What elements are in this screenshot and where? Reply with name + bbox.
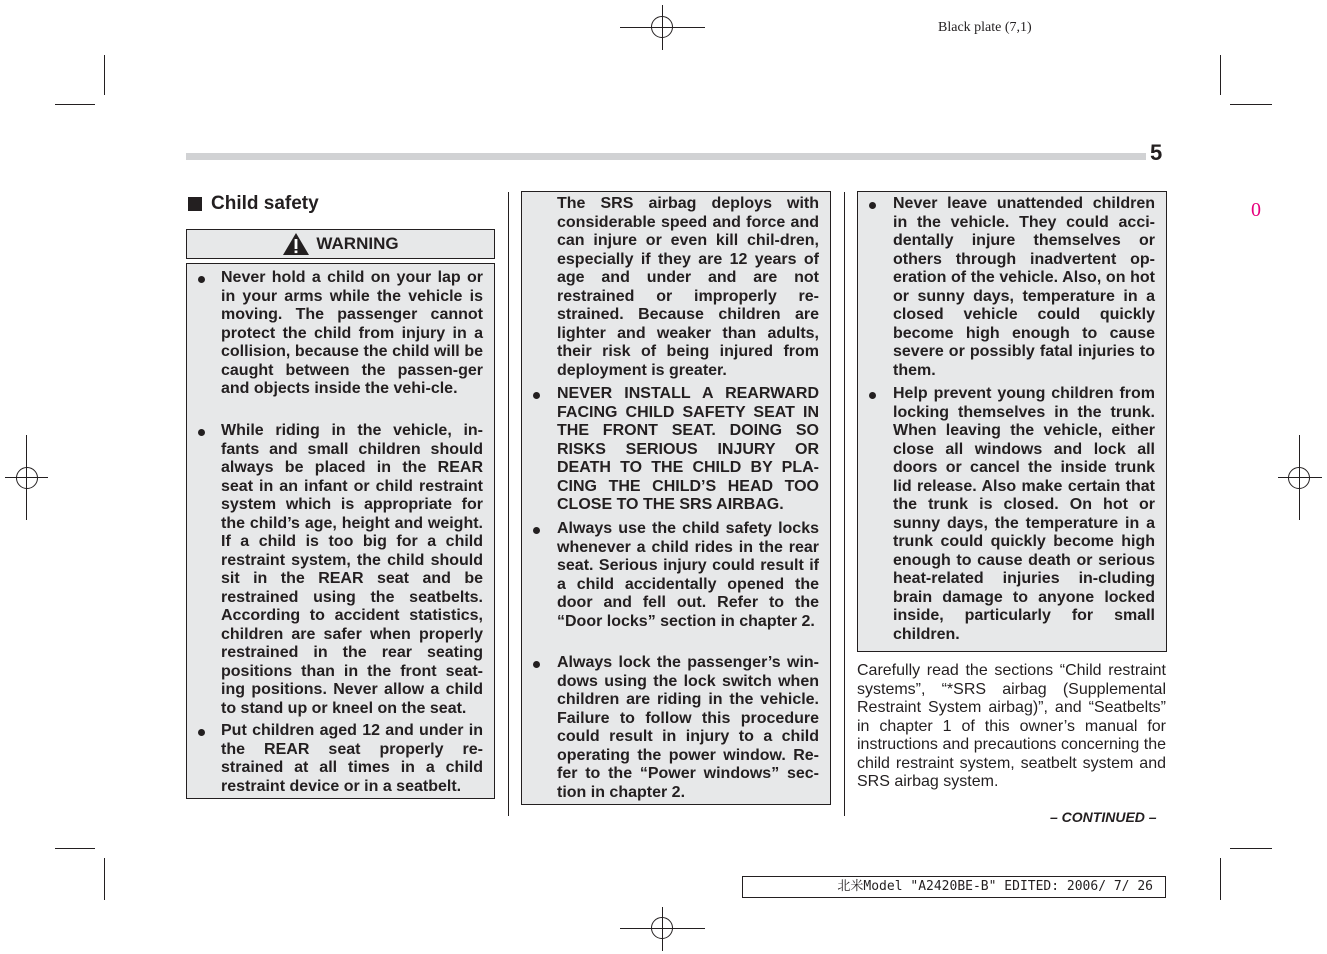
header-rule <box>186 153 1146 160</box>
warning-item: Put children aged 12 and under in the REAR seat properly re-strained at all times in a child restraint device or in a seatbelt. <box>221 722 483 795</box>
page-number: 5 <box>1150 140 1163 165</box>
continued-label: – CONTINUED – <box>1050 809 1157 825</box>
warning-item: NEVER INSTALL A REARWARD FACING CHILD SAFETY SEAT IN THE FRONT SEAT. DOING SO RISKS SERIOUS INJURY OR DEATH TO THE CHILD BY PLA-CING THE CHILD’S HEAD TOO CLOSE TO THE SRS AIRBAG. <box>557 385 819 513</box>
warning-header <box>186 229 495 259</box>
warning-continuation: The SRS airbag deploys with considerable speed and force and can injure or even kill chil-dren, especially if they are 12 years of age and under and are not restrained or improperly re-strained. Because children are lighter and weaker than adults, their risk of being injured from deployment is greater. <box>557 195 819 379</box>
column-divider <box>844 192 845 816</box>
bullet-icon <box>533 527 540 534</box>
side-marker: 0 <box>1251 199 1261 221</box>
column-divider <box>508 192 509 816</box>
warning-item: While riding in the vehicle, in-fants and small children should always be placed in the REAR seat in an infant or child restraint system which is appropriate for the child’s age, height and weight. If a child is too big for a child restraint system, the child should sit in the REAR seat and be restrained using the seatbelts. According to accident statistics, children are safer when properly restrained in the rear seating positions than in the front seat-ing positions. Never allow a child to stand up or kneel on the seat. <box>221 422 483 717</box>
bullet-icon <box>198 276 205 283</box>
section-title-text: Child safety <box>211 193 319 214</box>
warning-item: Never leave unattended children in the vehicle. They could acci-dentally injure themselves or others through inadvertent op-eration of the vehicle. Also, on hot or sunny days, temperature in a closed vehicle could quickly become high enough to cause severe or possibly fatal injuries to them. <box>893 195 1155 379</box>
warning-item: Always lock the passenger’s win-dows using the lock switch when children are riding in the vehicle. Failure to follow this procedure could result in injury to a child operating the power window. Re-fer to the “Power windows” sec-tion in chapter 2. <box>557 654 819 801</box>
warning-label: WARNING <box>316 234 399 253</box>
body-paragraph: Carefully read the sections “Child restraint systems”, “*SRS airbag (Supplemental Restraint System airbag)”, and “Seatbelts” in chapter 1 of this owner’s manual for instructions and precautions concerning the child restraint system, seatbelt system and SRS airbag system. <box>857 662 1166 790</box>
footer-edit-stamp: 北米Model "A2420BE-B" EDITED: 2006/ 7/ 26 <box>742 876 1166 898</box>
bullet-icon <box>198 729 205 736</box>
warning-item: Never hold a child on your lap or in your arms while the vehicle is moving. The passenger cannot protect the child from injury in a collision, because the child will be caught between the passen-ger and objects inside the vehi-cle. <box>221 269 483 397</box>
section-square-icon <box>188 197 202 211</box>
bullet-icon <box>533 392 540 399</box>
plate-label: Black plate (7,1) <box>938 20 1032 35</box>
bullet-icon <box>869 392 876 399</box>
bullet-icon <box>198 429 205 436</box>
section-title <box>188 193 319 215</box>
warning-triangle-icon <box>282 232 310 256</box>
warning-item: Help prevent young children from locking themselves in the trunk. When leaving the vehicle, either close all windows and lock all doors or cancel the inside trunk lid release. Also make certain that the trunk is closed. On hot or sunny days, the temperature in a trunk could quickly become high enough to cause death or serious heat-related injuries in-cluding brain damage to anyone locked inside, particularly for small children. <box>893 385 1155 643</box>
bullet-icon <box>533 661 540 668</box>
bullet-icon <box>869 202 876 209</box>
warning-item: Always use the child safety locks whenever a child rides in the rear seat. Serious injury could result if a child accidentally opened the door and fell out. Refer to the “Door locks” section in chapter 2. <box>557 520 819 630</box>
